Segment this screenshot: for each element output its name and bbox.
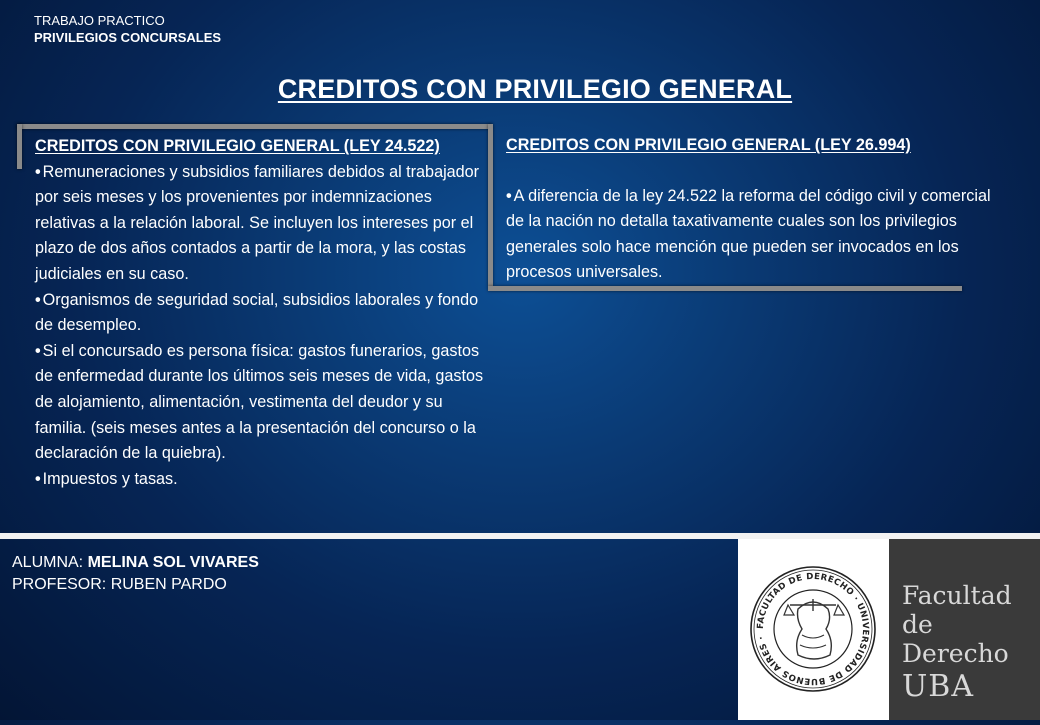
wordmark-line-1: Facultad [902,581,1012,610]
student-name: MELINA SOL VIVARES [87,554,259,571]
left-box-top-border [17,124,491,129]
professor-name: RUBEN PARDO [110,576,227,593]
bullet-icon: • [35,469,41,488]
student-line: ALUMNA: MELINA SOL VIVARES [12,554,259,571]
list-item: • Si el concursado es persona física: gastos funerarios, gastos de enfermedad durante los últimos seis meses de vida, gastos de alojamiento, alimentación, vestimenta del deudor y su familia. (seis meses antes a la presentación del concurso o la declaración de la quiebra). [35,341,484,463]
right-content-box [506,133,1006,286]
wordmark-line-3: UBA [902,669,974,704]
left-box-left-border [17,124,22,169]
header-line-2: PRIVILEGIOS CONCURSALES [34,30,222,45]
header-label [34,12,221,46]
seal-text: FACULTAD DE DERECHO · UNIVERSIDAD DE BUENOS AIRES · [755,571,871,687]
bullet-icon: • [35,341,41,360]
list-item: • Organismos de seguridad social, subsidios laborales y fondo de desempleo. [35,290,479,335]
faculty-wordmark [889,539,1040,720]
right-box-left-border [488,124,493,286]
right-box-title: CREDITOS CON PRIVILEGIO GENERAL (LEY 26.994) [506,136,911,154]
right-box-bottom-border [488,286,962,291]
list-item: • A diferencia de la ley 24.522 la reforma del código civil y comercial de la nación no detalla taxativamente cuales son los privilegios generales solo hace mención que pueden ser invocados en los procesos universales. [506,186,991,282]
list-item: • Remuneraciones y subsidios familiares debidos al trabajador por seis meses y los provenientes por indemnizaciones relativas a la relación laboral. Se incluyen los intereses por el plazo de dos años contados a partir de la mora, y las costas judiciales en su caso. [35,162,480,283]
bullet-icon: • [35,290,41,309]
left-box-title: CREDITOS CON PRIVILEGIO GENERAL (LEY 24.522) [35,137,440,155]
svg-text:FACULTAD DE DERECHO · UNIVERSI [756,572,870,686]
bullet-icon: • [506,186,512,205]
left-content-box [35,134,485,492]
university-seal-logo [738,539,889,720]
bullet-icon: • [35,162,41,181]
wordmark-line-2: de Derecho [902,610,1009,668]
list-item: • Impuestos y tasas. [35,469,178,488]
page-title: CREDITOS CON PRIVILEGIO GENERAL [277,74,793,104]
professor-line: PROFESOR: RUBEN PARDO [12,576,227,593]
header-line-1: TRABAJO PRACTICO [34,13,165,28]
footer-credits [12,552,259,596]
seal-icon [738,539,889,720]
